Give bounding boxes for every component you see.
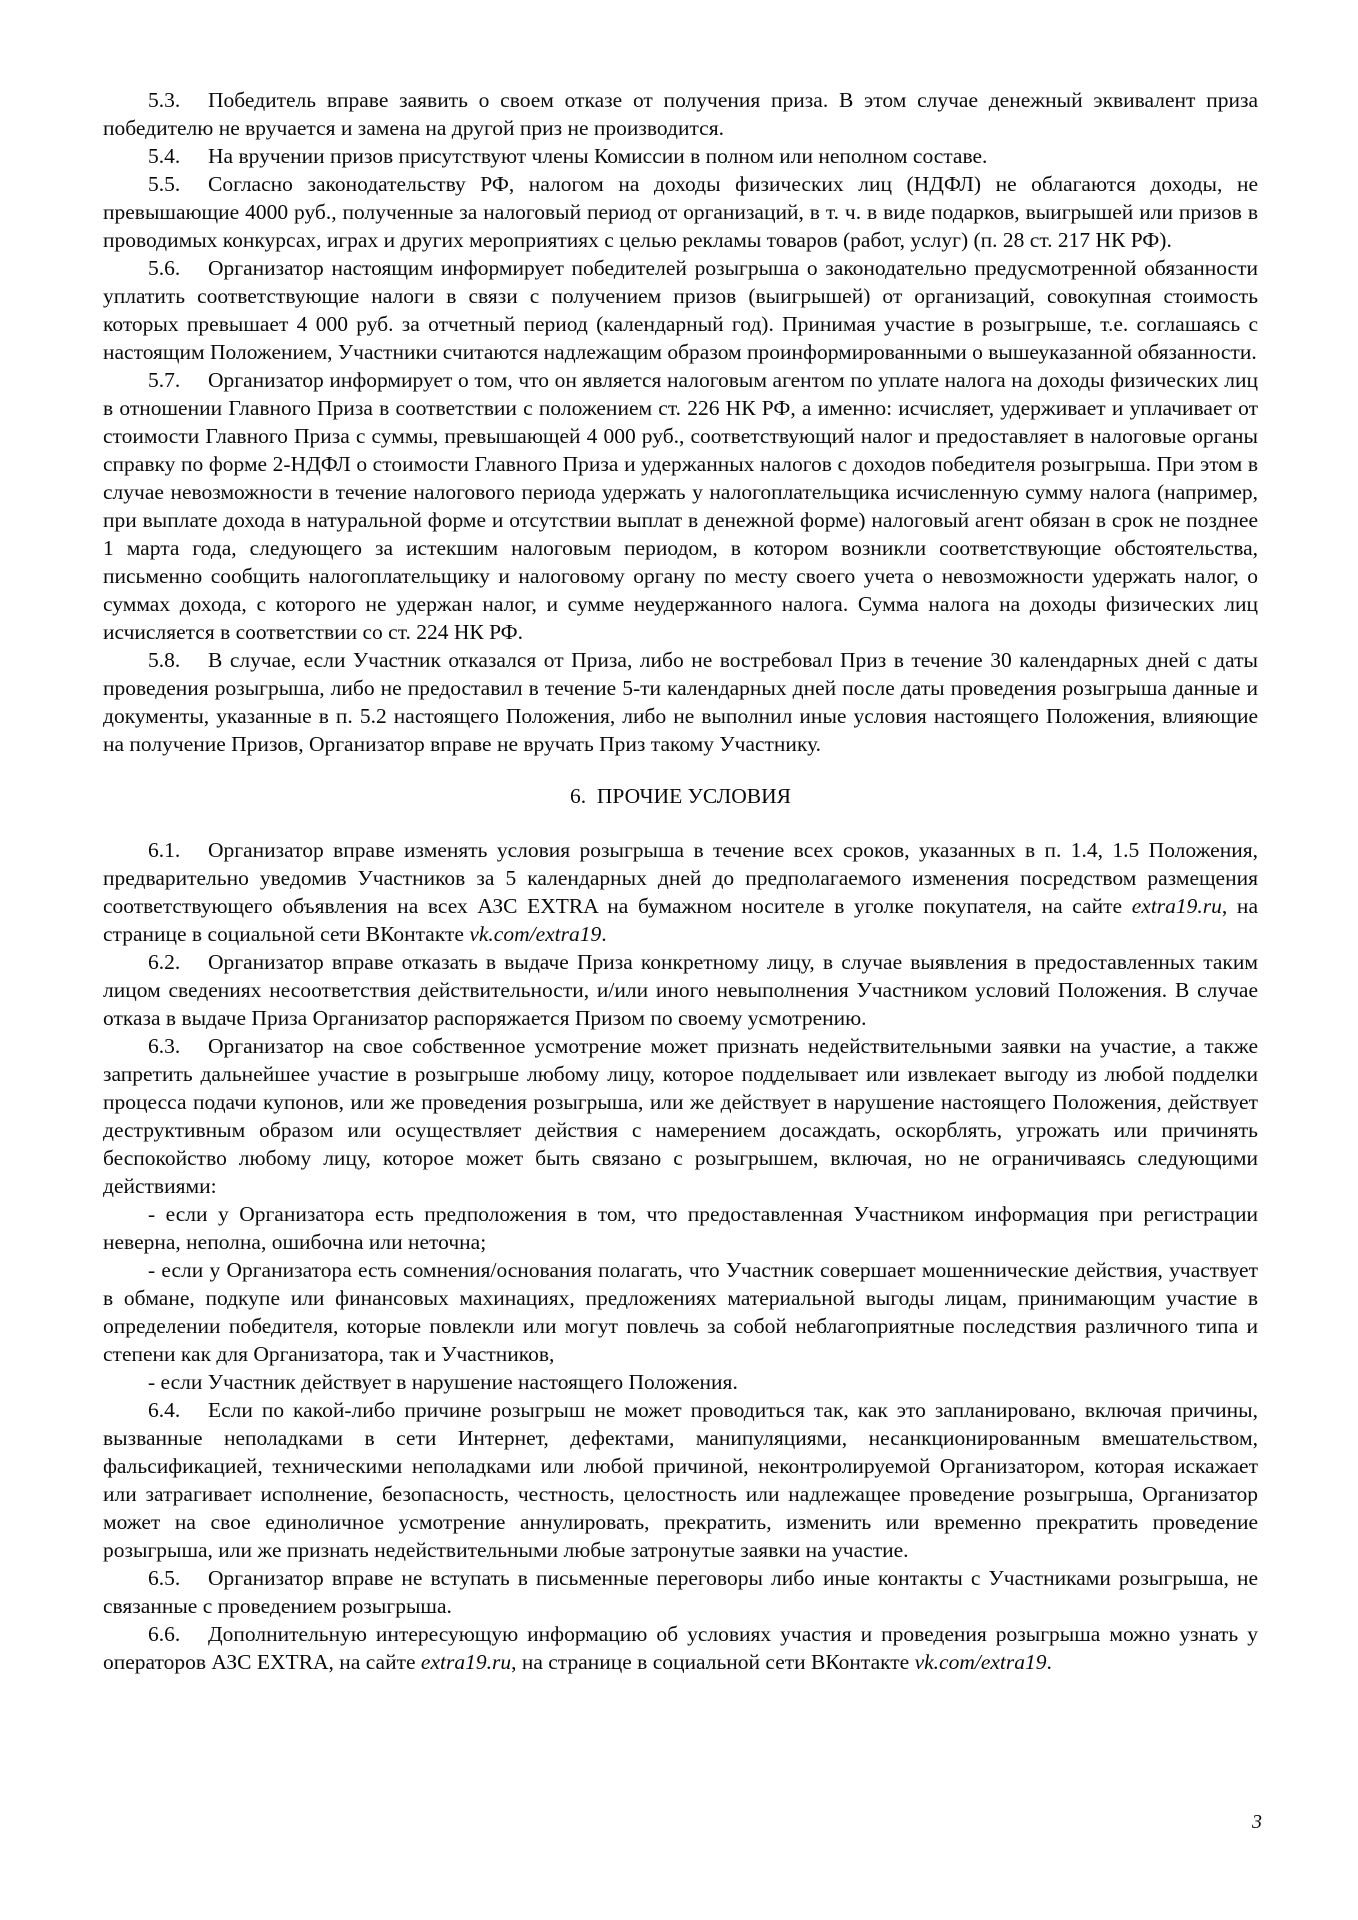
text-run: Организатор вправе отказать в выдаче Приза конкретному лицу, в случае выявления в предоставленных таким лицом сведениях несоответствия действительности, и/или иного невыполнения Участником условий Положения. В случае отказа в выдаче Приза Организатор распоряжается Призом по своему усмотрению. bbox=[103, 950, 1258, 1030]
paragraph-number: 6.6. bbox=[148, 1622, 181, 1646]
text-run: В случае, если Участник отказался от Приза, либо не востребовал Приз в течение 30 календарных дней с даты проведения розыгрыша, либо не предоставил в течение 5-ти календарных дней после даты проведения розыгрыша данные и документы, указанные в п. 5.2 настоящего Положения, либо не выполнил иные условия настоящего Положения, влияющие на получение Призов, Организатор вправе не вручать Приз такому Участнику. bbox=[103, 648, 1258, 756]
paragraph-number: 5.6. bbox=[148, 256, 181, 280]
paragraph bbox=[103, 1032, 1258, 1200]
url-text: vk.com/extra19 bbox=[469, 922, 602, 946]
document-body bbox=[103, 86, 1258, 1676]
text-run: - если у Организатора есть сомнения/основания полагать, что Участник совершает мошеннические действия, участвует в обмане, подкупе или финансовых махинациях, предложениях материальной выгоды лицам, принимающим участие в определении победителя, которые повлекли или могут повлечь за собой неблагоприятные последствия различного типа и степени как для Организатора, так и Участников, bbox=[103, 1258, 1258, 1366]
text-run: , на странице в социальной сети ВКонтакте bbox=[511, 1650, 915, 1674]
text-run: - если Участник действует в нарушение настоящего Положения. bbox=[148, 1370, 738, 1394]
paragraph bbox=[103, 86, 1258, 142]
paragraph bbox=[103, 836, 1258, 948]
text-run: - если у Организатора есть предположения в том, что предоставленная Участником информация при регистрации неверна, неполна, ошибочна или неточна; bbox=[103, 1202, 1258, 1254]
paragraph-number: 5.5. bbox=[148, 172, 181, 196]
page-number: 3 bbox=[1252, 1811, 1262, 1833]
paragraph bbox=[103, 254, 1258, 366]
paragraph bbox=[103, 646, 1258, 758]
paragraph bbox=[103, 1396, 1258, 1564]
url-text: extra19.ru bbox=[1131, 894, 1222, 918]
paragraph bbox=[103, 170, 1258, 254]
text-run: Дополнительную интересующую информацию об условиях участия и проведения розыгрыша можно узнать у операторов АЗС EXTRA, на сайте bbox=[103, 1622, 1258, 1674]
paragraph-number: 6.5. bbox=[148, 1566, 181, 1590]
text-run: , на странице в социальной сети ВКонтакте bbox=[103, 894, 1258, 946]
section-heading bbox=[103, 782, 1258, 810]
text-run: На вручении призов присутствуют члены Комиссии в полном или неполном составе. bbox=[208, 144, 988, 168]
paragraph bbox=[103, 1620, 1258, 1676]
paragraph bbox=[103, 948, 1258, 1032]
text-run: Организатор информирует о том, что он является налоговым агентом по уплате налога на доходы физических лиц в отношении Главного Приза в соответствии с положением ст. 226 НК РФ, а именно: исчисляет, удерживает и уплачивает от стоимости Главного Приза с суммы, превышающей 4 000 руб., соответствующий налог и предоставляет в налоговые органы справку по форме 2-НДФЛ о стоимости Главного Приза и удержанных налогов с доходов победителя розыгрыша. При этом в случае невозможности в течение налогового периода удержать у налогоплательщика исчисленную сумму налога (например, при выплате дохода в натуральной форме и отсутствии выплат в денежной форме) налоговый агент обязан в срок не позднее 1 марта года, следующего за истекшим налоговым периодом, в котором возникли соответствующие обстоятельства, письменно сообщить налогоплательщику и налоговому органу по месту своего учета о невозможности удержать налог, о суммах дохода, с которого не удержан налог, и сумме неудержанного налога. Сумма налога на доходы физических лиц исчисляется в соответствии со ст. 224 НК РФ. bbox=[103, 368, 1258, 644]
url-text: extra19.ru bbox=[420, 1650, 512, 1674]
text-run: . bbox=[1046, 1650, 1052, 1674]
paragraph-number: 6.4. bbox=[148, 1398, 181, 1422]
dash-list-item bbox=[103, 1200, 1258, 1256]
text-run: . bbox=[601, 922, 607, 946]
text-run: Победитель вправе заявить о своем отказе от получения приза. В этом случае денежный эквивалент приза победителю не вручается и замена на другой приз не производится. bbox=[103, 88, 1258, 140]
paragraph-number: 5.4. bbox=[148, 144, 181, 168]
text-run: Организатор вправе не вступать в письменные переговоры либо иные контакты с Участниками розыгрыша, не связанные с проведением розыгрыша. bbox=[103, 1566, 1258, 1618]
text-run: Если по какой-либо причине розыгрыш не может проводиться так, как это запланировано, включая причины, вызванные неполадками в сети Интернет, дефектами, манипуляциями, несанкционированным вмешательством, фальсификацией, техническими неполадками или любой причиной, неконтролируемой Организатором, которая искажает или затрагивает исполнение, безопасность, честность, целостность или надлежащее проведение розыгрыша, Организатор может на свое единоличное усмотрение аннулировать, прекратить, изменить или временно прекратить проведение розыгрыша, или же признать недействительными любые затронутые заявки на участие. bbox=[103, 1398, 1258, 1562]
url-text: vk.com/extra19 bbox=[914, 1650, 1047, 1674]
paragraph bbox=[103, 366, 1258, 646]
paragraph bbox=[103, 142, 1258, 170]
text-run: Организатор настоящим информирует победителей розыгрыша о законодательно предусмотренной обязанности уплатить соответствующие налоги в связи с получением призов (выигрышей) от организаций, совокупная стоимость которых превышает 4 000 руб. за отчетный период (календарный год). Принимая участие в розыгрыше, т.е. соглашаясь с настоящим Положением, Участники считаются надлежащим образом проинформированными о вышеуказанной обязанности. bbox=[103, 256, 1258, 364]
text-run: Организатор вправе изменять условия розыгрыша в течение всех сроков, указанных в п. 1.4, 1.5 Положения, предварительно уведомив Участников за 5 календарных дней до предполагаемого изменения посредством размещения соответствующего объявления на всех АЗС EXTRA на бумажном носителе в уголке покупателя, на сайте bbox=[103, 838, 1258, 918]
paragraph bbox=[103, 1564, 1258, 1620]
paragraph-number: 6.1. bbox=[148, 838, 181, 862]
paragraph-number: 6.3. bbox=[148, 1034, 181, 1058]
paragraph-number: 5.3. bbox=[148, 88, 181, 112]
dash-list-item bbox=[103, 1368, 1258, 1396]
paragraph-number: 6.2. bbox=[148, 950, 181, 974]
text-run: Согласно законодательству РФ, налогом на доходы физических лиц (НДФЛ) не облагаются доходы, не превышающие 4000 руб., полученные за налоговый период от организаций, в т. ч. в виде подарков, выигрышей или призов в проводимых конкурсах, играх и других мероприятиях с целью рекламы товаров (работ, услуг) (п. 28 ст. 217 НК РФ). bbox=[103, 172, 1258, 252]
paragraph-number: 5.8. bbox=[148, 648, 181, 672]
text-run: Организатор на свое собственное усмотрение может признать недействительными заявки на участие, а также запретить дальнейшее участие в розыгрыше любому лицу, которое подделывает или извлекает выгоду из любой подделки процесса подачи купонов, или же проведения розыгрыша, или же действует в нарушение настоящего Положения, действует деструктивным образом или осуществляет действия с намерением досаждать, оскорблять, угрожать или причинять беспокойство любому лицу, которое может быть связано с розыгрышем, включая, но не ограничиваясь следующими действиями: bbox=[103, 1034, 1258, 1198]
text-run: 6. ПРОЧИЕ УСЛОВИЯ bbox=[570, 784, 791, 808]
paragraph-number: 5.7. bbox=[148, 368, 181, 392]
dash-list-item bbox=[103, 1256, 1258, 1368]
